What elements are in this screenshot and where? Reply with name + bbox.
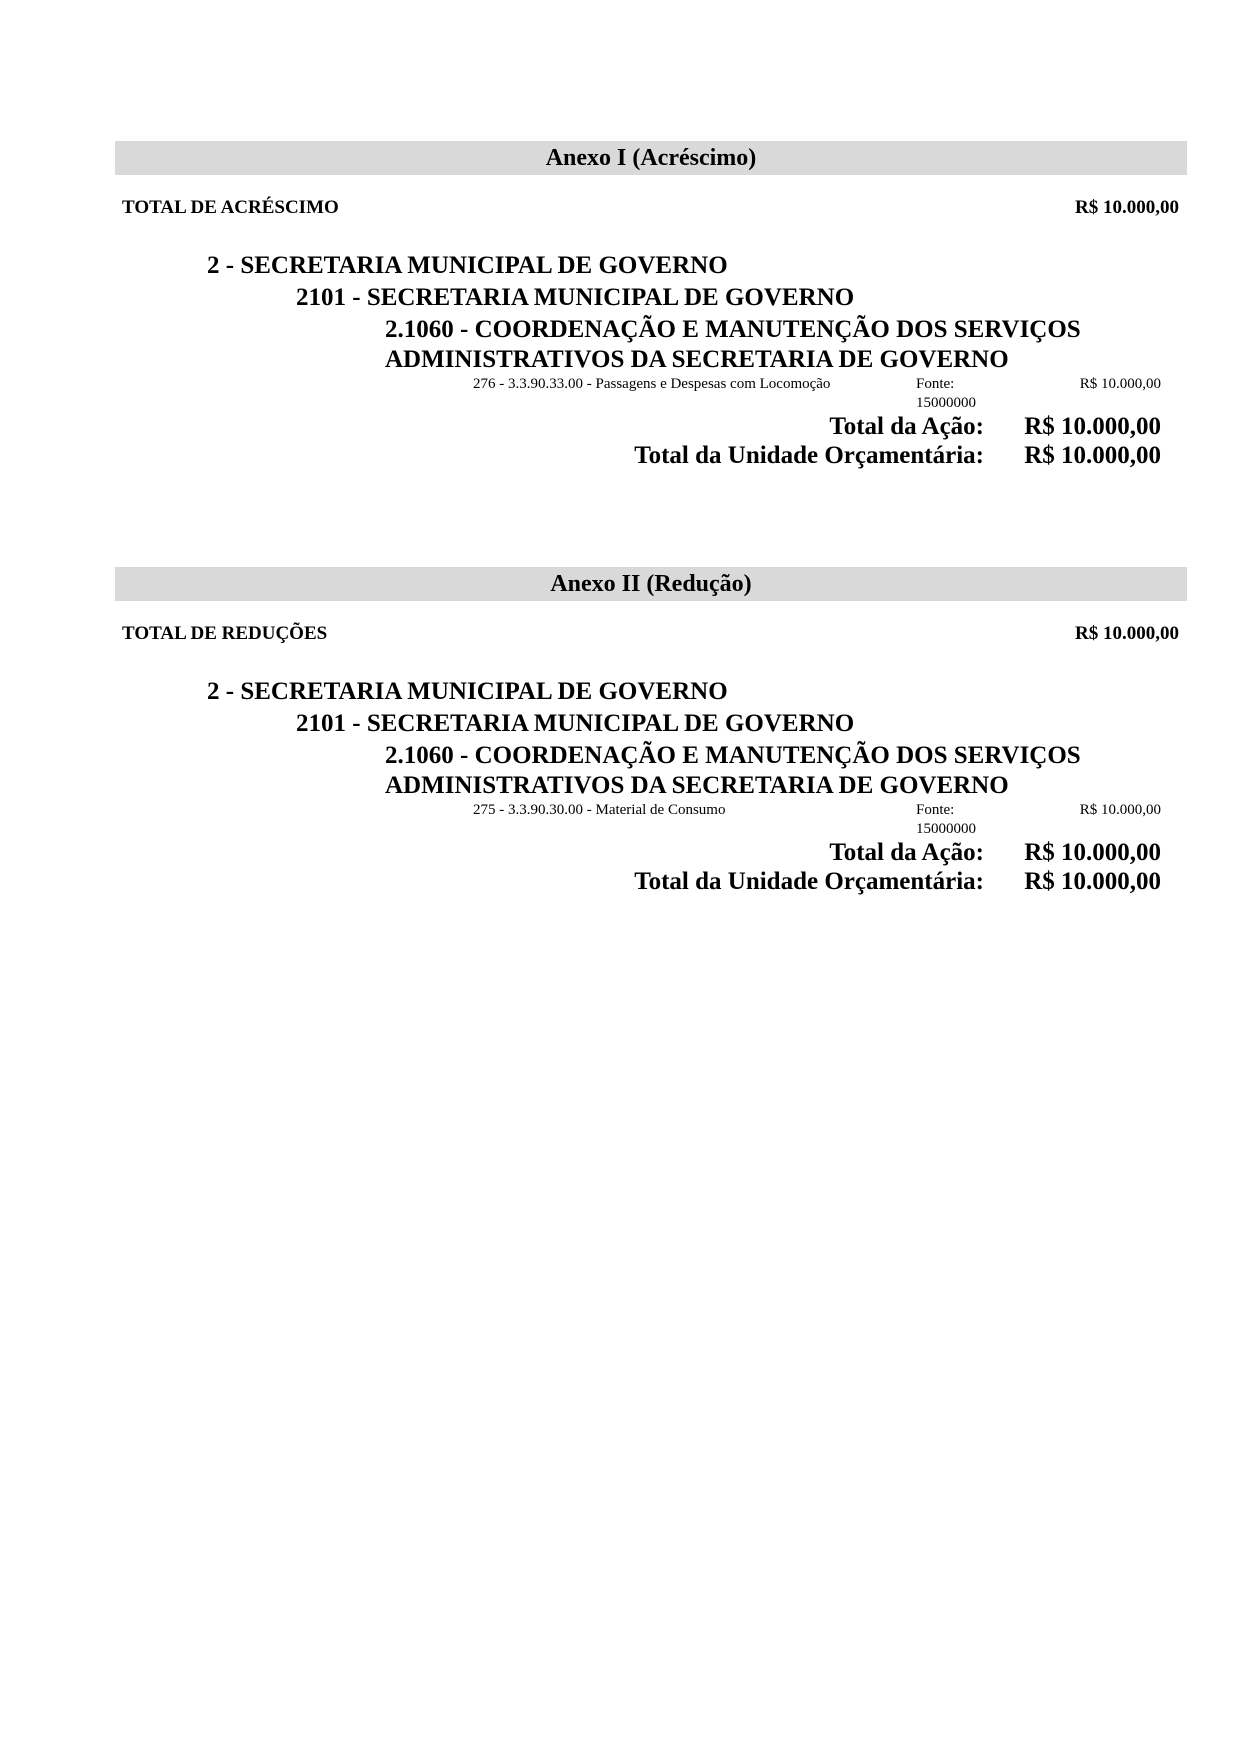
total-acao-value: R$ 10.000,00 — [1024, 413, 1161, 440]
item-fonte — [916, 801, 976, 839]
action-heading-line2: ADMINISTRATIVOS DA SECRETARIA DE GOVERNO — [385, 772, 1009, 799]
item-value: R$ 10.000,00 — [1079, 376, 1161, 392]
total-acao-value: R$ 10.000,00 — [1024, 839, 1161, 866]
total-unidade-value: R$ 10.000,00 — [1024, 868, 1161, 895]
item-value: R$ 10.000,00 — [1079, 802, 1161, 818]
total-unidade-label: Total da Unidade Orçamentária: — [634, 868, 984, 895]
annex-title: Anexo I (Acréscimo) — [115, 141, 1187, 175]
item-description: 275 - 3.3.90.30.00 - Material de Consumo — [473, 802, 726, 818]
fonte-code: 15000000 — [916, 821, 976, 837]
total-value: R$ 10.000,00 — [1075, 197, 1179, 218]
total-acao-label: Total da Ação: — [829, 839, 984, 866]
fonte-code: 15000000 — [916, 395, 976, 411]
item-fonte — [916, 375, 976, 413]
action-heading-line1: 2.1060 - COORDENAÇÃO E MANUTENÇÃO DOS SERVIÇOS — [385, 316, 1081, 343]
item-description: 276 - 3.3.90.33.00 - Passagens e Despesas com Locomoção — [473, 376, 831, 392]
fonte-label: Fonte: — [916, 376, 955, 392]
total-value: R$ 10.000,00 — [1075, 623, 1179, 644]
unit-heading: 2101 - SECRETARIA MUNICIPAL DE GOVERNO — [296, 284, 855, 311]
action-heading-line2: ADMINISTRATIVOS DA SECRETARIA DE GOVERNO — [385, 346, 1009, 373]
total-label: TOTAL DE ACRÉSCIMO — [122, 197, 339, 218]
action-heading-line1: 2.1060 - COORDENAÇÃO E MANUTENÇÃO DOS SERVIÇOS — [385, 742, 1081, 769]
total-label: TOTAL DE REDUÇÕES — [122, 623, 328, 644]
total-unidade-value: R$ 10.000,00 — [1024, 442, 1161, 469]
total-unidade-label: Total da Unidade Orçamentária: — [634, 442, 984, 469]
unit-heading: 2101 - SECRETARIA MUNICIPAL DE GOVERNO — [296, 710, 855, 737]
fonte-label: Fonte: — [916, 802, 955, 818]
total-acao-label: Total da Ação: — [829, 413, 984, 440]
org-heading: 2 - SECRETARIA MUNICIPAL DE GOVERNO — [207, 252, 728, 279]
org-heading: 2 - SECRETARIA MUNICIPAL DE GOVERNO — [207, 678, 728, 705]
annex-title: Anexo II (Redução) — [115, 567, 1187, 601]
